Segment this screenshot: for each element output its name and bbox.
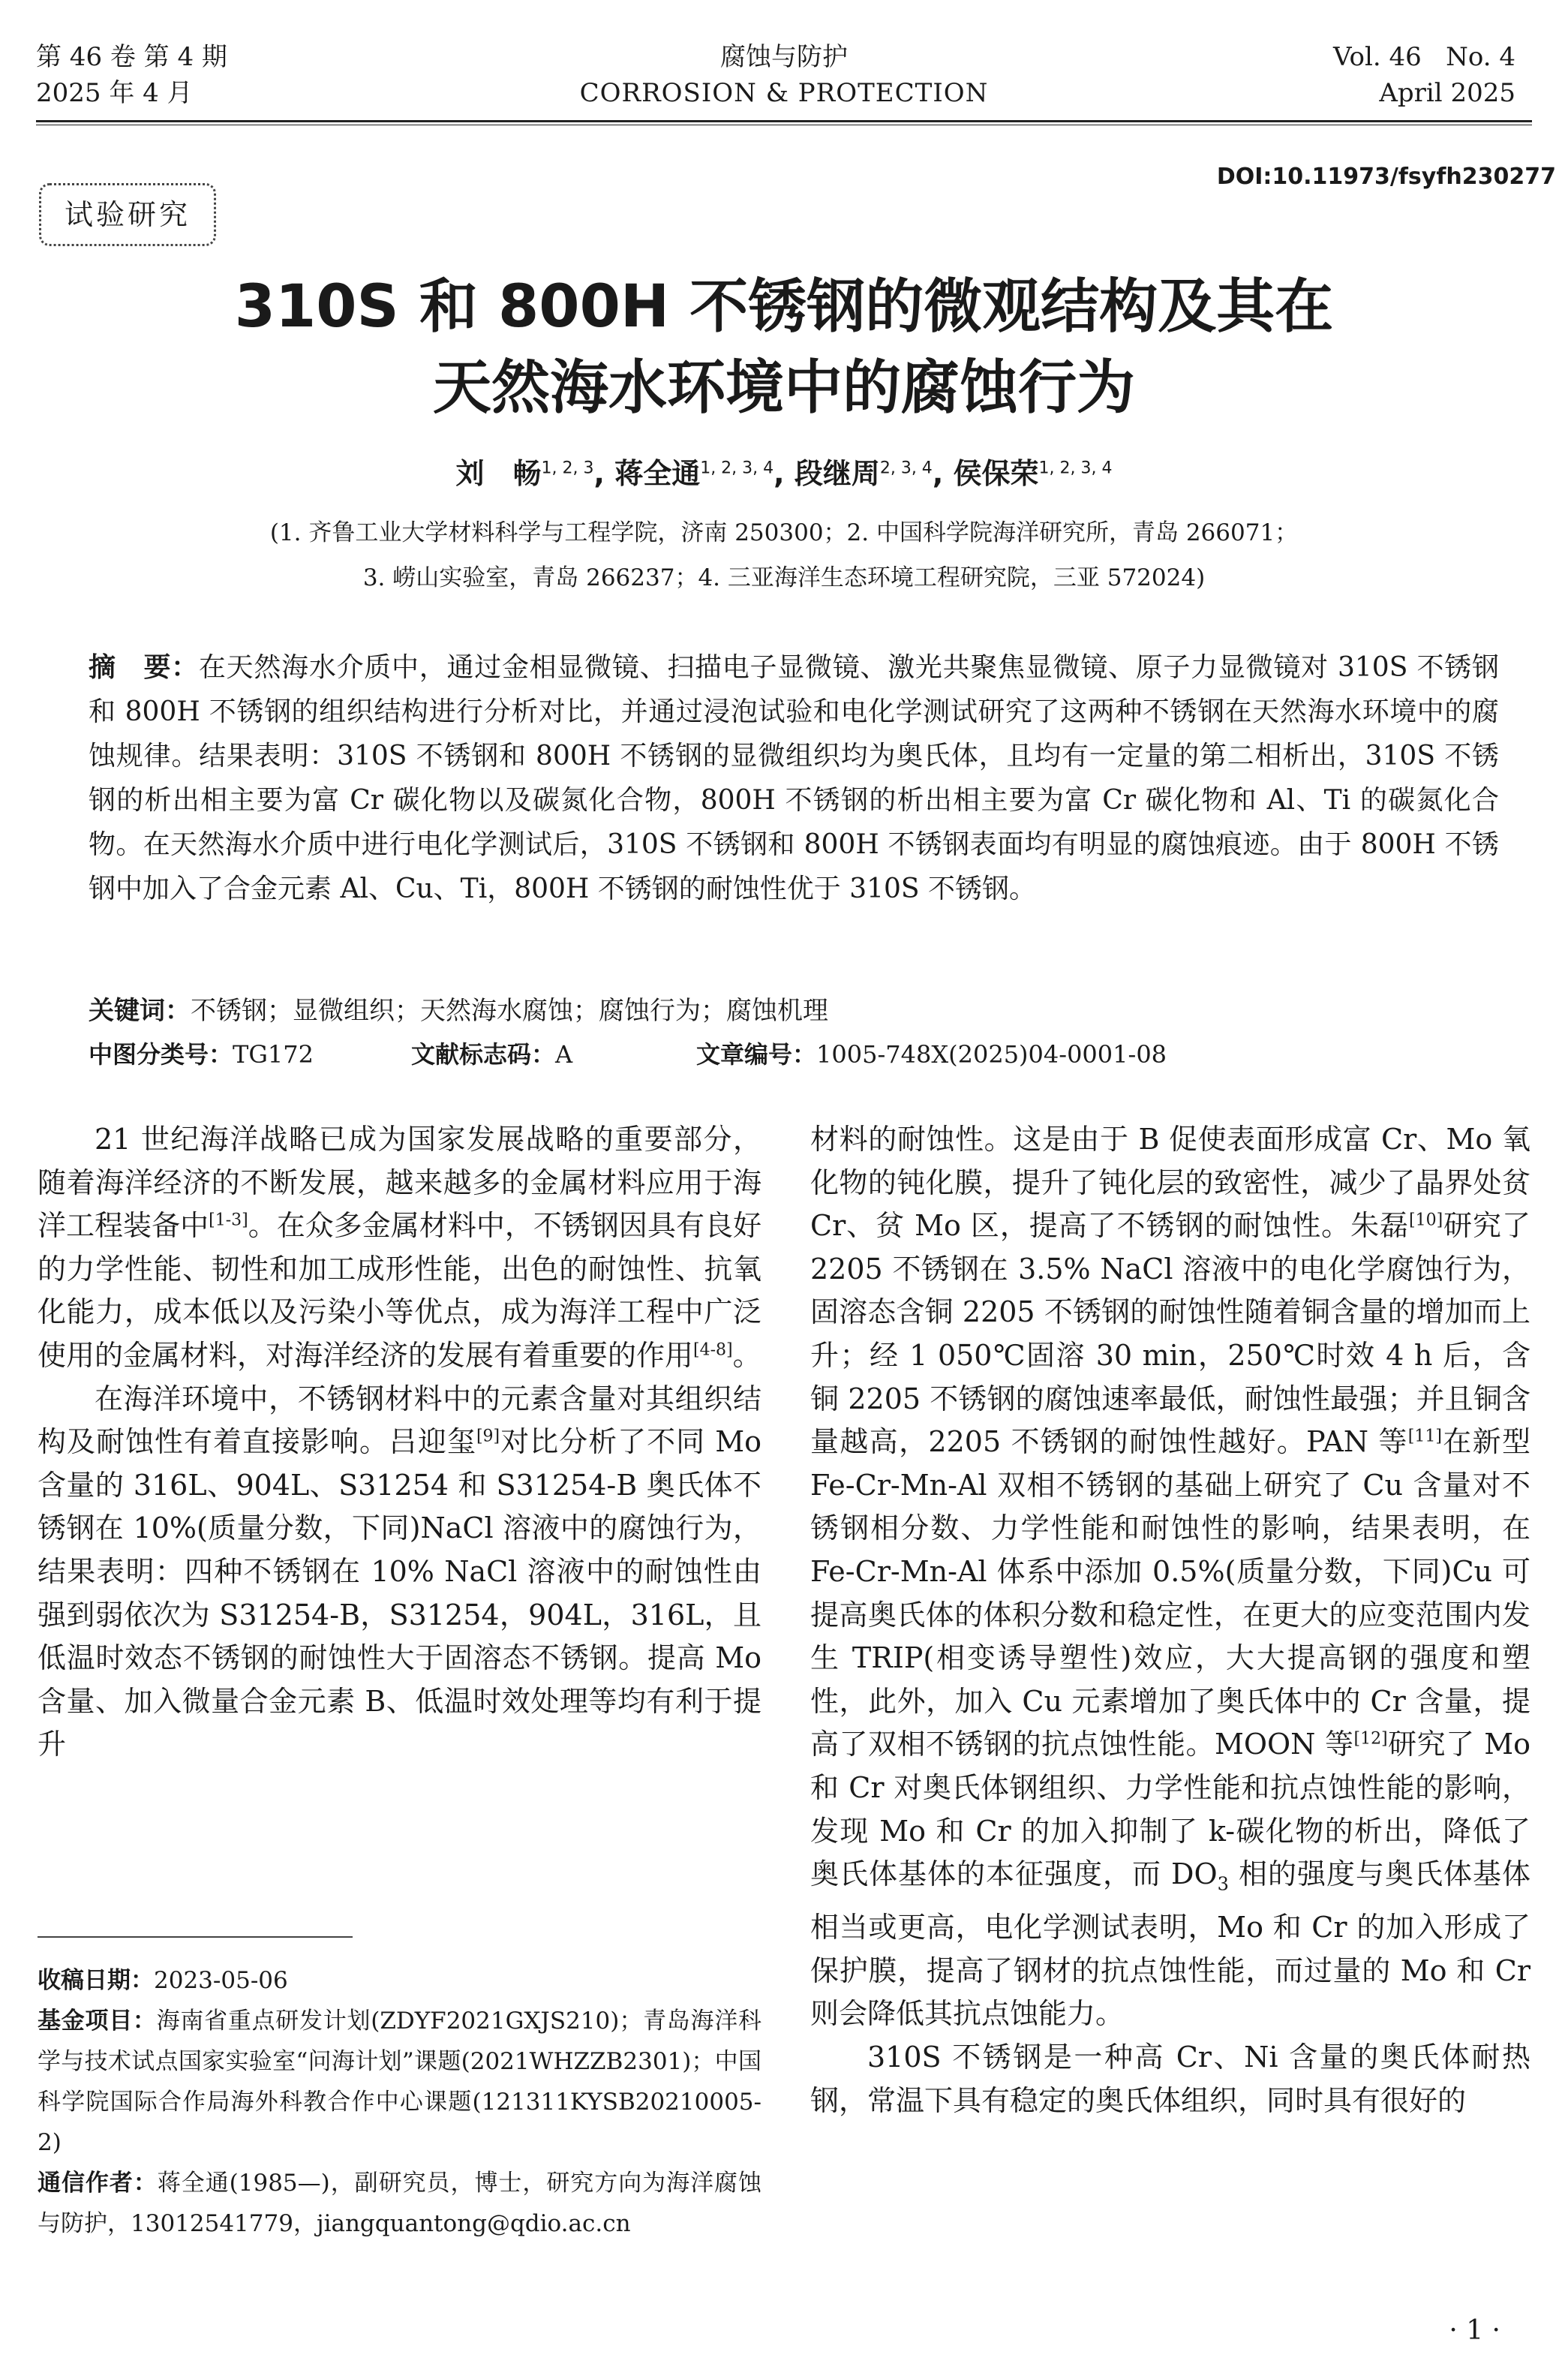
body-text: 对比分析了不同 Mo 含量的 316L、904L、S31254 和 S31254-B 奥氏体不锈钢在 10%(质量分数，下同)NaCl 溶液中的腐蚀行为，结果表明：四种不锈钢在 10% NaCl 溶液中的耐蚀性由强到弱依次为 S31254-B，S31254，904L，316L，且低温时效态不锈钢的耐蚀性大于固溶态不锈钢。提高 Mo 含量、加入微量合金元素 B、低温时效处理等均有利于提升	[38, 1425, 761, 1761]
affiliation-line-2: 3. 崂山实验室，青岛 266237；4. 三亚海洋生态环境工程研究院，三亚 572024)	[362, 564, 1206, 591]
article-number-value: 1005-748X(2025)04-0001-08	[816, 1040, 1167, 1069]
author-list	[0, 450, 1568, 492]
citation-ref[interactable]: [10]	[1409, 1211, 1443, 1230]
title-line-2: 天然海水环境中的腐蚀行为	[432, 354, 1135, 422]
author-affiliation-marks: 1, 2, 3, 4	[1038, 459, 1113, 478]
body-left-column	[38, 1118, 761, 1767]
document-code	[411, 1036, 696, 1073]
header-volume-cn: 第 46 卷 第 4 期	[36, 42, 227, 72]
corresponding-value: 蒋全通(1985—)，副研究员，博士，研究方向为海洋腐蚀与防护，13012541779，jiangquantong@qdio.ac.cn	[38, 2170, 761, 2237]
author-name: 刘 畅	[455, 457, 542, 490]
citation-ref[interactable]: [11]	[1407, 1427, 1442, 1446]
header-volume-en	[1333, 39, 1515, 111]
author-name: 段继周	[794, 457, 880, 490]
citation-ref[interactable]: [9]	[476, 1427, 500, 1446]
footnotes	[38, 1960, 761, 2244]
citation-ref[interactable]: [12]	[1353, 1729, 1388, 1749]
citation-ref[interactable]: [4-8]	[693, 1340, 733, 1360]
title-line-1: 310S 和 800H 不锈钢的微观结构及其在	[234, 273, 1334, 341]
article-number	[696, 1036, 1167, 1073]
article-number-label: 文章编号：	[696, 1040, 817, 1069]
funding-label: 基金项目：	[38, 2008, 157, 2035]
footnote-funding	[38, 2001, 761, 2163]
body-paragraph	[810, 1118, 1530, 2036]
header-date-cn: 2025 年 4 月	[36, 78, 193, 108]
body-right-column	[810, 1118, 1530, 2122]
doi[interactable]: DOI:10.11973/fsyfh230277	[1216, 164, 1556, 190]
author-affiliation-marks: 2, 3, 4	[879, 459, 933, 478]
keywords	[89, 992, 1499, 1030]
abstract-text: 在天然海水介质中，通过金相显微镜、扫描电子显微镜、激光共聚焦显微镜、原子力显微镜对 310S 不锈钢和 800H 不锈钢的组织结构进行分析对比，并通过浸泡试验和电化学测试研究了这两种不锈钢在天然海水环境中的腐蚀规律。结果表明：310S 不锈钢和 800H 不锈钢的显微组织均为奥氏体，且均有一定量的第二相析出，310S 不锈钢的析出相主要为富 Cr 碳化物以及碳氮化合物，800H 不锈钢的析出相主要为富 Cr 碳化物和 Al、Ti 的碳氮化合物。在天然海水介质中进行电化学测试后，310S 不锈钢和 800H 不锈钢表面均有明显的腐蚀痕迹。由于 800H 不锈钢中加入了合金元素 Al、Cu、Ti，800H 不锈钢的耐蚀性优于 310S 不锈钢。	[89, 652, 1499, 904]
document-code-label: 文献标志码：	[411, 1040, 556, 1069]
author-separator: ,	[932, 457, 944, 490]
header-vol-no: Vol. 46 No. 4	[1333, 42, 1515, 72]
classification-line	[89, 1036, 1499, 1073]
body-text: 材料的耐蚀性。这是由于 B 促使表面形成富 Cr、Mo 氧化物的钝化膜，提升了钝化层的致密性，减少了晶界处贫 Cr、贫 Mo 区，提高了不锈钢的耐蚀性。朱磊	[810, 1123, 1530, 1243]
journal-name-cn: 腐蚀与防护	[720, 42, 848, 72]
clc-value: TG172	[233, 1040, 314, 1069]
body-text: 研究了 Mo 和 Cr 对奥氏体钢组织、力学性能和抗点蚀性能的影响，发现 Mo 和 Cr 的加入抑制了 k-碳化物的析出，降低了奥氏体基体的本征强度，而 DO	[810, 1728, 1531, 1891]
clc-label: 中图分类号：	[89, 1040, 233, 1069]
affiliation-line-1: (1. 齐鲁工业大学材料科学与工程学院，济南 250300；2. 中国科学院海洋研究所，青岛 266071；	[269, 519, 1299, 546]
body-text: 21 世纪海洋战略已成为国家发展战略的重要部分，随着海洋经济的不断发展，越来越多的金属材料应用于海洋工程装备中	[38, 1123, 761, 1243]
clc-number	[89, 1036, 411, 1073]
section-tag: 试验研究	[39, 183, 216, 246]
author-name: 蒋全通	[614, 457, 701, 490]
keywords-text: 不锈钢；显微组织；天然海水腐蚀；腐蚀行为；腐蚀机理	[191, 996, 828, 1026]
abstract-label: 摘 要：	[89, 652, 199, 683]
body-paragraph	[810, 2036, 1530, 2122]
page-number: · 1 ·	[1449, 2315, 1500, 2346]
author-affiliation-marks: 1, 2, 3, 4	[700, 459, 774, 478]
document-code-value: A	[555, 1040, 573, 1069]
body-text: 310S 不锈钢是一种高 Cr、Ni 含量的奥氏体耐热钢，常温下具有稳定的奥氏体组织，同时具有很好的	[810, 2041, 1530, 2117]
affiliations	[0, 510, 1568, 600]
body-paragraph	[38, 1118, 761, 1378]
author-separator: ,	[773, 457, 785, 490]
funding-value: 海南省重点研发计划(ZDYF2021GXJS210)；青岛海洋科学与技术试点国家实验室“问海计划”课题(2021WHZZB2301)；中国科学院国际合作局海外科教合作中心课题(121311KYSB20210005-2)	[38, 2008, 761, 2156]
body-text: 。在众多金属材料中，不锈钢因具有良好的力学性能、韧性和加工成形性能，出色的耐蚀性、抗氧化能力，成本低以及污染小等优点，成为海洋工程中广泛使用的金属材料，对海洋经济的发展有着重要的作用	[38, 1209, 761, 1372]
header-rule	[36, 120, 1532, 122]
body-text: 在新型 Fe-Cr-Mn-Al 双相不锈钢的基础上研究了 Cu 含量对不锈钢相分数、力学性能和耐蚀性的影响，结果表明，在 Fe-Cr-Mn-Al 体系中添加 0.5%(质量分数，下同)Cu 可提高奥氏体的体积分数和稳定性，在更大的应变范围内发生 TRIP(相变诱导塑性)效应，大大提高钢的强度和塑性，此外，加入 Cu 元素增加了奥氏体中的 Cr 含量，提高了双相不锈钢的抗点蚀性能。MOON 等	[810, 1425, 1530, 1761]
body-paragraph	[38, 1378, 761, 1767]
footnote-corresponding-author	[38, 2163, 761, 2244]
body-text: 研究了 2205 不锈钢在 3.5% NaCl 溶液中的电化学腐蚀行为，固溶态含铜 2205 不锈钢的耐蚀性随着铜含量的增加而上升；经 1 050℃固溶 30 min，250℃时效 4 h 后，含铜 2205 不锈钢的腐蚀速率最低，耐蚀性最强；并且铜含量越高，2205 不锈钢的耐蚀性越好。PAN 等	[810, 1209, 1530, 1459]
author-name: 侯保荣	[953, 457, 1039, 490]
keywords-label: 关键词：	[89, 996, 191, 1026]
author-affiliation-marks: 1, 2, 3	[541, 459, 594, 478]
abstract	[89, 645, 1499, 911]
journal-name-en: CORROSION & PROTECTION	[579, 78, 989, 108]
corresponding-label: 通信作者：	[38, 2170, 158, 2197]
author-separator: ,	[593, 457, 605, 490]
body-text: 。	[732, 1338, 761, 1372]
article-title	[0, 266, 1568, 429]
received-value: 2023-05-06	[154, 1967, 288, 1994]
body-text: 相的强度与奥氏体基体相当或更高，电化学测试表明，Mo 和 Cr 的加入形成了保护膜，提高了钢材的抗点蚀性能，而过量的 Mo 和 Cr 则会降低其抗点蚀能力。	[810, 1857, 1530, 2031]
subscript: 3	[1217, 1873, 1229, 1895]
footnote-rule	[38, 1936, 353, 1938]
header-month-year: April 2025	[1379, 78, 1515, 108]
citation-ref[interactable]: [1-3]	[209, 1211, 248, 1230]
footnote-received	[38, 1960, 761, 2001]
received-label: 收稿日期：	[38, 1967, 154, 1994]
body-text: 在海洋环境中，不锈钢材料中的元素含量对其组织结构及耐蚀性有着直接影响。吕迎玺	[38, 1382, 761, 1459]
